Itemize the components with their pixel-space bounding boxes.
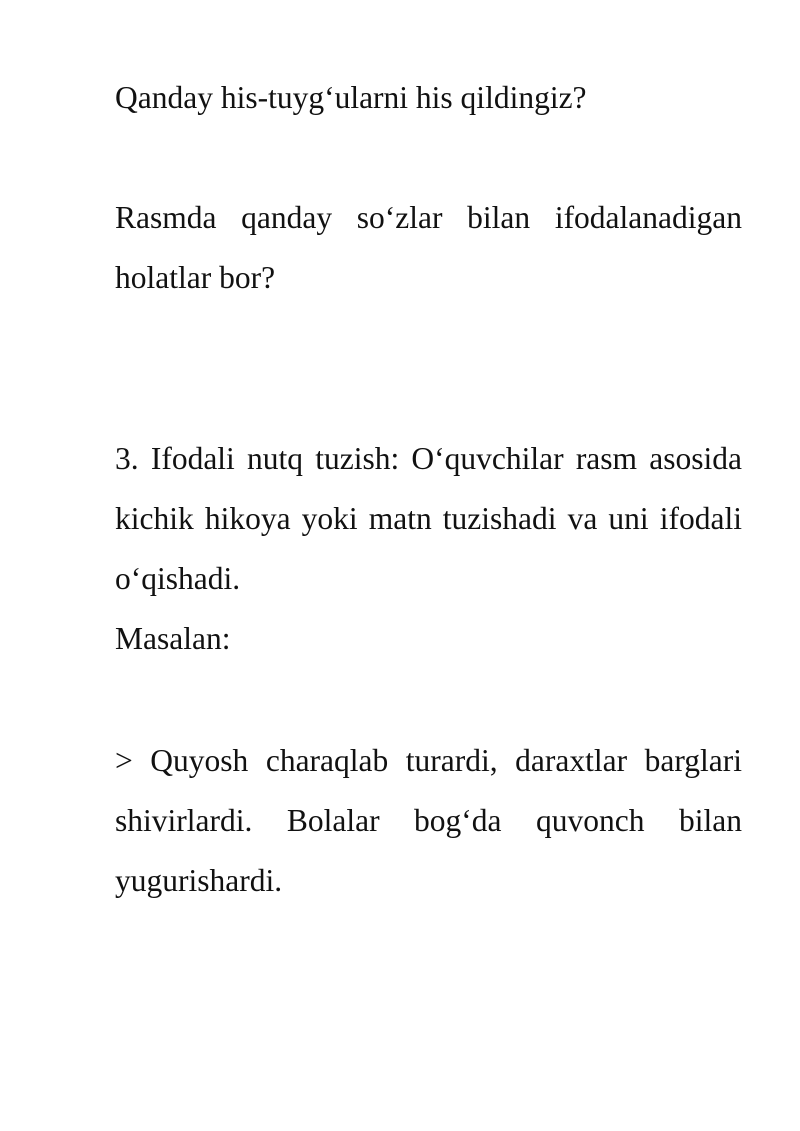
example-quote: > Quyosh charaqlab turardi, daraxtlar barglari shivirlardi. Bolalar bog‘da quvonch bilan yugurishardi. — [115, 743, 742, 898]
question-feelings: Qanday his-tuyg‘ularni his qildingiz? — [115, 80, 587, 115]
question-situations: Rasmda qanday so‘zlar bilan ifodalanadigan holatlar bor? — [115, 200, 742, 295]
task-expressive-speech: 3. Ifodali nutq tuzish: O‘quvchilar rasm asosida kichik hikoya yoki matn tuzishadi va uni ifodali o‘qishadi. — [115, 441, 742, 596]
example-label: Masalan: — [115, 621, 231, 656]
